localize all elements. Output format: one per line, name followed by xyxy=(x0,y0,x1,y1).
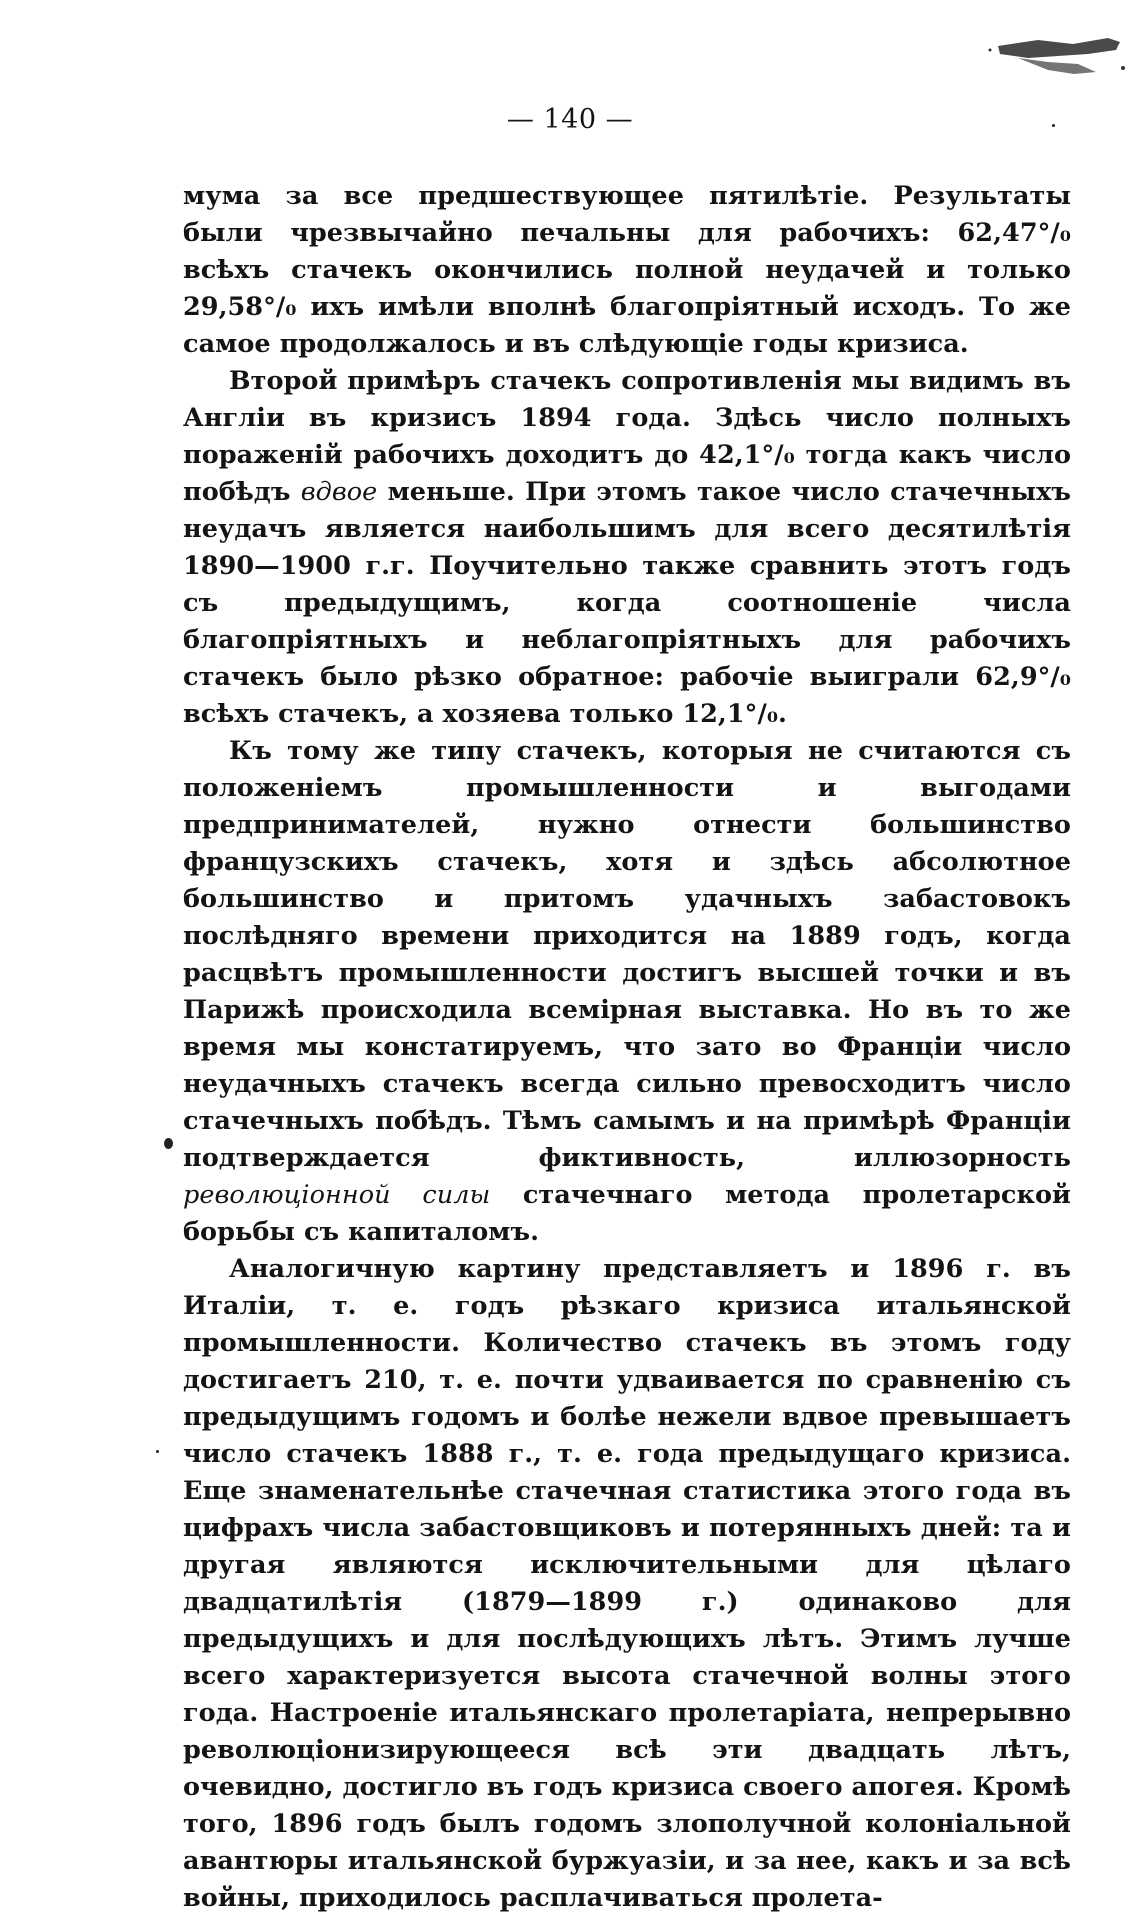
emphasis-text: революціонной силы xyxy=(183,1180,491,1210)
paragraph-1 xyxy=(183,178,1071,363)
text-segment: Аналогичную картину представляетъ и 1896 г. въ Италіи, т. е. годъ рѣзкаго кризиса итальянской промышленности. Количество стачекъ въ этомъ году достигаетъ 210, т. е. почти удваивается по сравненію съ предыдущимъ годомъ и болѣе нежели вдвое превышаетъ число стачекъ 1888 г., т. е. года предыдущаго кризиса. Еще знаменательнѣе стачечная статистика этого года въ цифрахъ числа забастовщиковъ и потерянныхъ дней: та и другая являются исключительными для цѣлаго двадцатилѣтія (1879—1899 г.) одинаково для предыдущихъ и для послѣдующихъ лѣтъ. Этимъ лучше всего характеризуется высота стачечной волны этого года. Настроеніе итальянскаго пролетаріата, непрерывно революціонизирующееся всѣ эти двадцать лѣтъ, очевидно, достигло въ годъ кризиса своего апогея. Кромѣ того, 1896 годъ былъ годомъ злополучной колоніальной авантюры итальянской буржуазіи, и за нее, какъ и за всѣ войны, приходилось расплачиваться пролета- xyxy=(183,1254,1071,1913)
text-segment: мума за все предшествующее пятилѣтіе. Результаты были чрезвычайно печальны для рабочихъ: 62,47°/₀ всѣхъ стачекъ окончились полной неудачей и только 29,58°/₀ ихъ имѣли вполнѣ благопріятный исходъ. То же самое продолжалось и въ слѣдующіе годы кризиса. xyxy=(183,181,1071,359)
text-segment: Второй примѣръ стачекъ сопротивленія мы видимъ въ Англіи въ кризисъ 1894 года. Здѣсь число полныхъ пораженій рабочихъ доходитъ до 42,1°/₀ тогда какъ число побѣдъ xyxy=(183,366,1071,507)
ink-speck xyxy=(1052,124,1055,127)
text-segment: Къ тому же типу стачекъ, которыя не считаются съ положеніемъ промышленности и выгодами предпринимателей, нужно отнести большинство французскихъ стачекъ, хотя и здѣсь абсолютное большинство и притомъ удачныхъ забастовокъ послѣдняго времени приходится на 1889 годъ, когда расцвѣтъ промышленности достигъ высшей точки и въ Парижѣ происходила всемірная выставка. Но въ то же время мы констатируемъ, что зато во Франціи число неудачныхъ стачекъ всегда сильно превосходитъ число стачечныхъ побѣдъ. Тѣмъ самымъ и на примѣрѣ Франціи подтверждается фиктивность, иллюзорность xyxy=(183,736,1071,1173)
paragraph-2 xyxy=(183,363,1071,733)
page-number: — 140 — xyxy=(506,104,634,135)
text-segment: стачечнаго метода пролетарской борьбы съ капиталомъ. xyxy=(183,1180,1071,1247)
scan-artifact-mark xyxy=(978,28,1128,84)
ink-speck xyxy=(164,1138,173,1149)
body-text xyxy=(183,178,1071,1917)
emphasis-text: вдвое xyxy=(300,477,378,507)
ink-speck xyxy=(156,1450,159,1453)
paragraph-4 xyxy=(183,1251,1071,1917)
paragraph-3 xyxy=(183,733,1071,1251)
text-segment: меньше. При этомъ такое число стачечныхъ неудачъ является наибольшимъ для всего десятилѣтія 1890—1900 г.г. Поучительно также сравнить этотъ годъ съ предыдущимъ, когда соотношеніе числа благопріятныхъ и неблагопріятныхъ для рабочихъ стачекъ было рѣзко обратное: рабочіе выиграли 62,9°/₀ всѣхъ стачекъ, а хозяева только 12,1°/₀. xyxy=(183,477,1071,729)
